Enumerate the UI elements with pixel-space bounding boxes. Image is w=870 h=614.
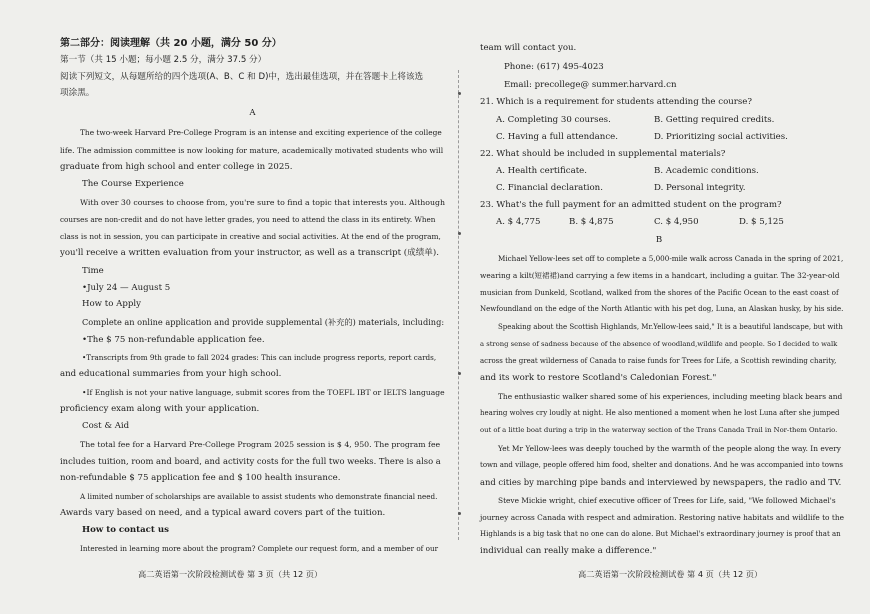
answer-option: D. Prioritizing social activities. (654, 132, 788, 142)
list-item: •Transcripts from 9th grade to fall 2024 grades: This can include progress reports, report cards, (82, 353, 437, 362)
paragraph-line: non-refundable $ 75 application fee and $ 100 health insurance. (60, 473, 341, 483)
heading-time: Time (82, 266, 104, 276)
heading-course: The Course Experience (82, 179, 184, 189)
paragraph-line: you'll receive a written evaluation from your instructor, as well as a transcript (成绩单). (60, 248, 439, 258)
left-footer: 高二英语第一次阶段检测试卷 第 3 页（共 12 页） (138, 569, 323, 579)
paragraph-line: journey across Canada with respect and admiration. Restoring native habitats and wildlife to the (480, 513, 844, 522)
paragraph-line: courses are non-credit and do not have letter grades, you need to attend the class in its entirety. When (60, 215, 436, 224)
paragraph-line: Michael Yellow-lees set off to complete a 5,000-mile walk across Canada in the spring of 2021, (498, 254, 844, 263)
paragraph-line: wearing a kilt(短裙裙)and carrying a few items in a handcart, including a guitar. The 32-year-old (480, 271, 840, 280)
paragraph-line: The total fee for a Harvard Pre-College Program 2025 session is $ 4, 950. The program fee (80, 440, 441, 449)
paragraph-line: hearing wolves cry loudly at night. He also mentioned a moment when he lost Luna after she jumped (480, 409, 840, 417)
paragraph-line: Interested in learning more about the program? Complete our request form, and a member of our (80, 544, 439, 553)
paragraph-line: across the great wilderness of Canada to raise funds for Trees for Life, a Scottish rewinding charity, (480, 357, 837, 365)
paragraph-line: Yet Mr Yellow-lees was deeply touched by the warmth of the people along the way. In every (498, 444, 841, 453)
time-value: •July 24 — August 5 (82, 283, 171, 293)
contact-phone: Phone: (617) 495-4023 (504, 62, 604, 72)
paragraph-line: out of a little boat during a trip in the waterway section of the Trans Canada Trail in Nor-them Ontario. (480, 426, 838, 434)
heading-cost: Cost & Aid (82, 421, 130, 431)
heading-contact: How to contact us (82, 525, 169, 535)
paragraph-line: musician from Dunkeld, Scotland, walked from the shores of the Pacific Ocean to the east coast of (480, 288, 839, 297)
passage-b-label: B (655, 235, 663, 245)
answer-option: A. $ 4,775 (496, 217, 541, 227)
paragraph-line: Awards vary based on need, and a typical award covers part of the tuition. (60, 508, 386, 518)
answer-option: C. Financial declaration. (496, 183, 603, 193)
paragraph-line: life. The admission committee is now looking for mature, academically motivated students who will (60, 146, 444, 155)
answer-option: C. Having a full attendance. (496, 132, 618, 142)
answer-option: D. $ 5,125 (739, 217, 784, 227)
paragraph-line: a strong sense of sadness because of the absence of woodland,wildlife and people. So I decided to walk (480, 340, 838, 348)
paragraph-line: The enthusiastic walker shared some of his experiences, including meeting black bears and (498, 392, 843, 401)
section-title: 第二部分：阅读理解（共 20 小题，满分 50 分） (60, 38, 282, 49)
question-stem: 21. Which is a requirement for students attending the course? (480, 97, 752, 107)
paragraph-line: Steve Mickie wright, chief executive officer of Trees for Life, said, "We followed Michael's (498, 496, 836, 505)
paragraph-line: individual can really make a difference." (480, 546, 657, 556)
answer-option: A. Health certificate. (496, 166, 587, 176)
paragraph-line: Newfoundland on the edge of the North Atlantic with his pet dog, Luna, an Alaskan husky, by his side. (480, 305, 844, 313)
binding-dot (458, 232, 461, 235)
answer-option: D. Personal integrity. (654, 183, 746, 193)
answer-option: B. Getting required credits. (654, 115, 775, 125)
question-stem: 22. What should be included in supplemental materials? (480, 149, 726, 159)
paragraph-line: class is not in session, you can participate in creative and social activities. At the end of the program, (60, 232, 441, 241)
instruction-line: 项涂黑。 (60, 88, 95, 98)
question-stem: 23. What's the full payment for an admitted student on the program? (480, 200, 782, 210)
subsection-title: 第一节（共 15 小题；每小题 2.5 分，满分 37.5 分） (60, 55, 267, 65)
list-item: •The $ 75 non-refundable application fee. (82, 335, 265, 345)
paragraph-line: town and village, people offered him food, shelter and donations. And he was accompanied into towns (480, 461, 844, 469)
right-footer: 高二英语第一次阶段检测试卷 第 4 页（共 12 页） (578, 569, 763, 579)
paragraph-line: and its work to restore Scotland's Caledonian Forest." (480, 373, 717, 383)
list-item: and educational summaries from your high school. (60, 369, 282, 379)
instruction-line: 阅读下列短文，从每题所给的四个选项(A、B、C 和 D)中，选出最佳选项，并在答题卡上将该选 (60, 72, 424, 82)
paragraph-line: A limited number of scholarships are available to assist students who demonstrate financial need. (80, 492, 438, 501)
list-item: proficiency exam along with your application. (60, 404, 260, 414)
passage-a-label: A (249, 108, 256, 118)
paragraph-line: Speaking about the Scottish Highlands, Mr.Yellow-lees said," It is a beautiful landscape, but with (498, 323, 843, 331)
paragraph-line: Complete an online application and provide supplemental (补充的) materials, including: (82, 317, 445, 327)
paragraph-line: With over 30 courses to choose from, you're sure to find a topic that interests you. Although (80, 198, 445, 207)
binding-dot (458, 92, 461, 95)
paragraph-line: includes tuition, room and board, and activity costs for the full two weeks. There is also a (60, 456, 441, 466)
heading-apply: How to Apply (82, 299, 141, 309)
paragraph-line: Highlands is a big task that no one can do alone. But Michael's extraordinary journey is proof that an (480, 530, 841, 538)
paragraph-line: team will contact you. (480, 43, 577, 53)
answer-option: B. Academic conditions. (654, 166, 759, 176)
paragraph-line: and cities by marching pipe bands and interviewed by newspapers, the radio and TV. (480, 477, 842, 487)
answer-option: C. $ 4,950 (654, 217, 699, 227)
answer-option: B. $ 4,875 (569, 217, 614, 227)
column-divider (458, 70, 459, 540)
paragraph-line: graduate from high school and enter college in 2025. (60, 162, 293, 172)
contact-email: Email: precollege@ summer.harvard.cn (504, 80, 677, 90)
answer-option: A. Completing 30 courses. (496, 115, 611, 125)
list-item: •If English is not your native language, submit scores from the TOEFL IBT or IELTS language (82, 388, 445, 397)
paragraph-line: The two-week Harvard Pre-College Program is an intense and exciting experience of the college (80, 128, 442, 137)
binding-dot (458, 512, 461, 515)
binding-dot (458, 372, 461, 375)
